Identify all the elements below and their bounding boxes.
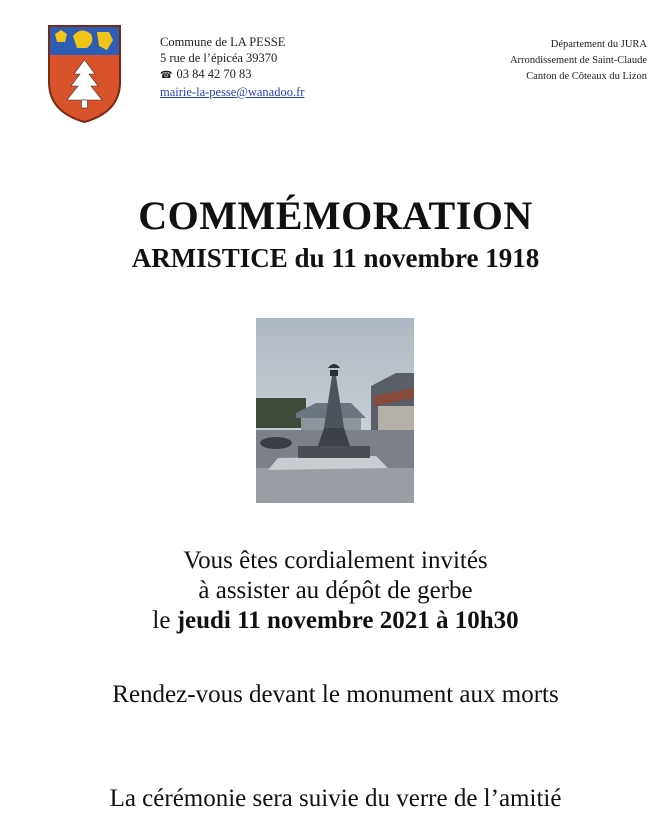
commune-address-block [160,34,304,100]
invitation-line-3 [0,606,671,636]
war-memorial-photo [256,318,414,503]
department-line: Département du JURA [550,39,647,50]
rendezvous-text: Rendez-vous devant le monument aux morts [112,681,559,708]
telephone-icon: ☎ [160,70,173,81]
email-link[interactable]: mairie-la-pesse@wanadoo.fr [160,85,305,99]
department-block [510,37,647,85]
canton-line: Canton de Côteaux du Lizon [526,71,647,82]
invitation-line-1: Vous êtes cordialement invités [183,547,488,574]
commune-phone [160,66,304,84]
coat-of-arms-icon [47,24,122,124]
invitation-text [0,546,671,636]
invitation-line-3-prefix: le [152,607,177,634]
commune-name: Commune de LA PESSE [160,35,286,49]
arrondissement-line: Arrondissement de Saint-Claude [509,55,647,66]
page-title: COMMÉMORATION [138,193,533,238]
invitation-line-2: à assister au dépôt de gerbe [198,577,473,604]
page-subtitle: ARMISTICE du 11 novembre 1918 [131,243,540,273]
commune-address: 5 rue de l’épicéa 39370 [160,51,278,65]
closing-text: La cérémonie sera suivie du verre de l’amitié [109,785,562,812]
phone-number: 03 84 42 70 83 [176,67,252,81]
event-datetime: jeudi 11 novembre 2021 à 10h30 [176,607,519,634]
